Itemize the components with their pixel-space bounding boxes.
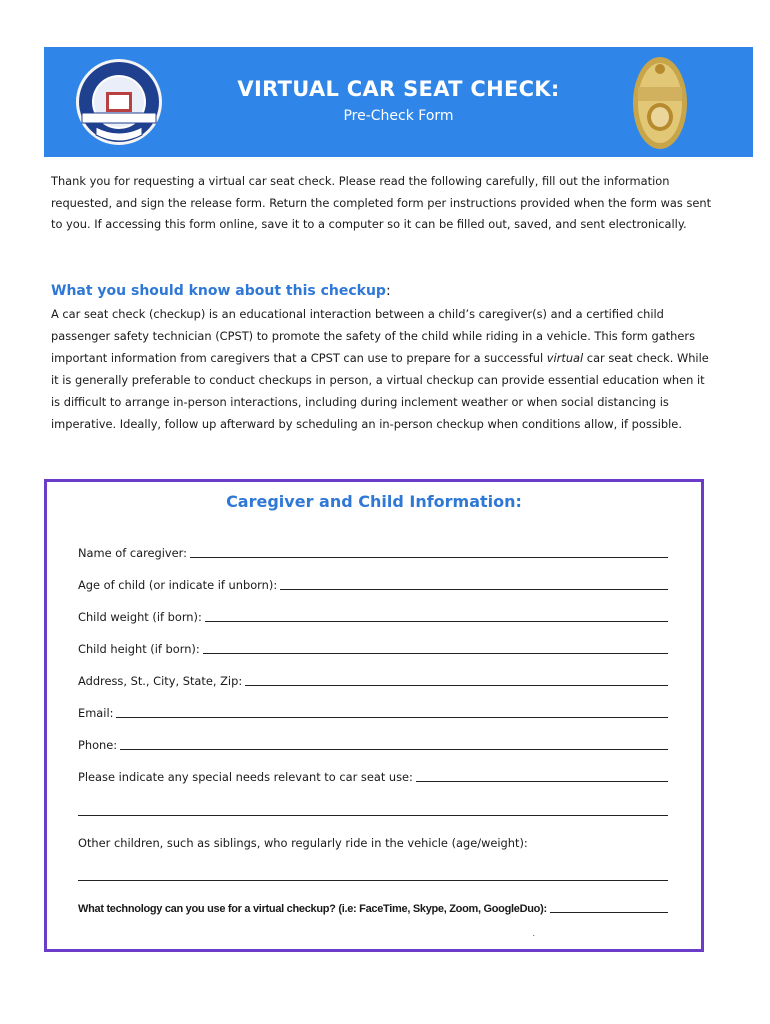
child-age-label: Age of child (or indicate if unborn): (78, 578, 278, 592)
police-badge-logo (632, 55, 688, 151)
technology-label: What technology can you use for a virtual checkup? (i.e: FaceTime, Skype, Zoom, GoogleDuo): (78, 903, 547, 915)
about-text-part-1: A car seat check (checkup) is an educational interaction between a child’s caregiver(s) and a certified child passenger safety technician (CPST) to promote the safety of the child while riding in a vehicle. This form gathers important information from caregivers that a CPST can use to prepare for a successful (51, 307, 696, 365)
child-height-label: Child height (if born): (78, 642, 200, 656)
special-needs-label: Please indicate any special needs relevant to car seat use: (78, 770, 413, 784)
technology-line[interactable] (550, 912, 668, 913)
caregiver-name-label: Name of caregiver: (78, 546, 187, 560)
intro-paragraph: Thank you for requesting a virtual car seat check. Please read the following carefully, fill out the information requested, and sign the release form. Return the completed form per instructions provided when the form was sent to you. If accessing this form online, save it to a computer so it can be filled out, saved, and sent electronically. (51, 174, 712, 232)
email-field[interactable] (78, 704, 668, 720)
caregiver-name-line[interactable] (190, 557, 668, 558)
trailing-dot: . (532, 929, 535, 938)
child-height-field[interactable] (78, 640, 668, 656)
child-weight-field[interactable] (78, 608, 668, 624)
child-height-line[interactable] (203, 653, 668, 654)
other-children-field (78, 834, 668, 850)
child-age-line[interactable] (280, 589, 668, 590)
phone-label: Phone: (78, 738, 118, 752)
about-virtual-emphasis: virtual (546, 351, 584, 365)
about-text-part-2: car seat check. While it is generally preferable to conduct checkups in person, a virtual checkup can provide essential education when it is difficult to arrange in-person interactions, including during inclement weather or when social distancing is imperative. Ideally, follow up afterward by scheduling an in-person checkup when conditions allow, if possible. (51, 351, 709, 431)
about-heading (51, 283, 391, 299)
special-needs-field[interactable] (78, 768, 668, 784)
form-title: Caregiver and Child Information: (226, 492, 522, 511)
technology-field[interactable] (78, 899, 668, 915)
other-children-label: Other children, such as siblings, who regularly ride in the vehicle (age/weight): (78, 836, 528, 850)
email-line[interactable] (116, 717, 668, 718)
other-children-line[interactable] (78, 880, 668, 881)
email-label: Email: (78, 706, 114, 720)
child-weight-label: Child weight (if born): (78, 610, 202, 624)
caregiver-form-box (44, 479, 704, 952)
about-paragraph (51, 303, 716, 435)
phone-field[interactable] (78, 736, 668, 752)
address-line[interactable] (245, 685, 668, 686)
address-label: Address, St., City, State, Zip: (78, 674, 243, 688)
header-banner (44, 47, 753, 157)
child-weight-line[interactable] (205, 621, 668, 622)
phone-line[interactable] (120, 749, 668, 750)
about-heading-colon: : (385, 283, 391, 299)
apple-valley-police-seal-logo (74, 57, 164, 147)
caregiver-name-field[interactable] (78, 544, 668, 560)
special-needs-extra-line[interactable] (78, 815, 668, 816)
page-subtitle: Pre-Check Form (343, 108, 454, 124)
special-needs-line[interactable] (416, 781, 668, 782)
child-age-field[interactable] (78, 576, 668, 592)
page-title: VIRTUAL CAR SEAT CHECK: (237, 77, 560, 101)
about-heading-text: What you should know about this checkup (51, 283, 386, 299)
address-field[interactable] (78, 672, 668, 688)
